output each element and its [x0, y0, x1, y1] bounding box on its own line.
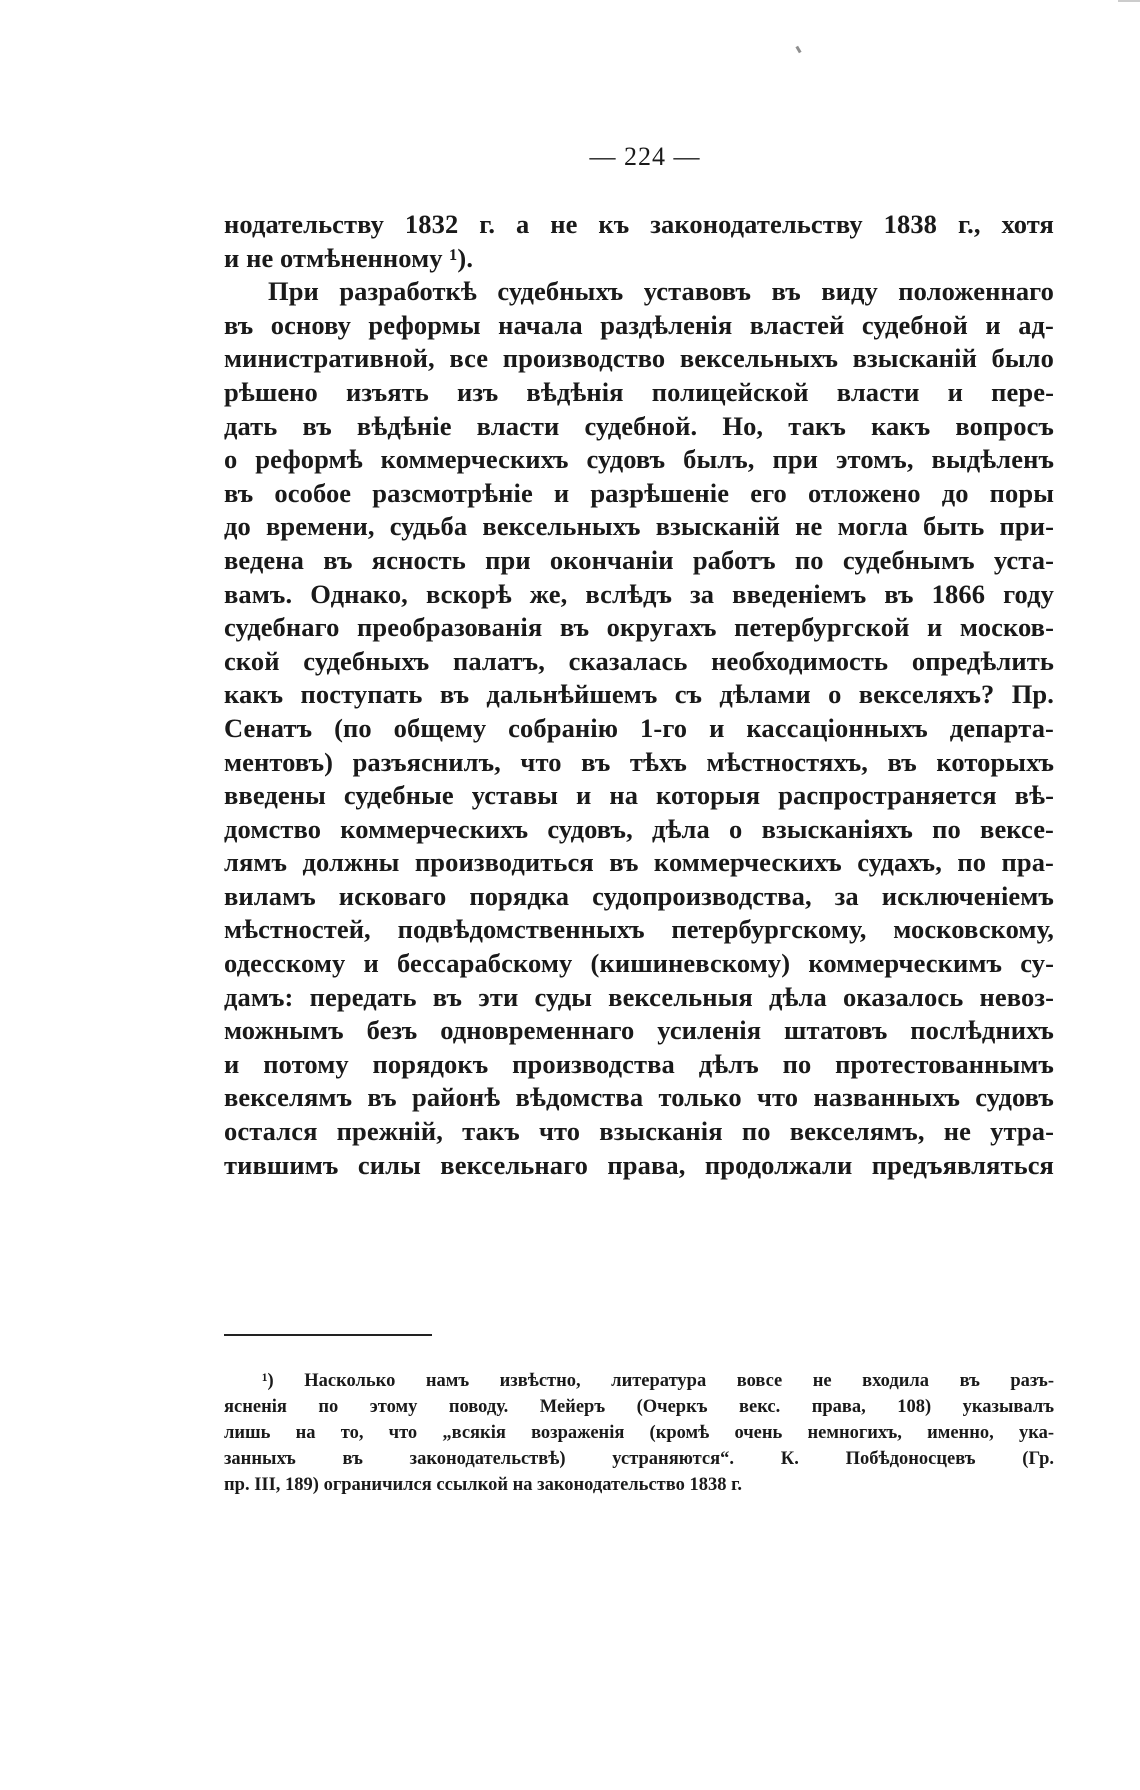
body-line: дать въ вѣдѣніе власти судебной. Но, такъ какъ вопросъ	[224, 410, 1054, 441]
body-line: одесскому и бессарабскому (кишиневскому) коммерческимъ су-	[224, 948, 1054, 979]
body-line: При разработкѣ судебныхъ уставовъ въ виду положеннаго	[268, 276, 1054, 307]
body-line: и потому порядокъ производства дѣлъ по протестованнымъ	[224, 1048, 1054, 1079]
body-line: о реформѣ коммерческихъ судовъ былъ, при этомъ, выдѣленъ	[224, 444, 1054, 475]
body-line: домство коммерческихъ судовъ, дѣла о взысканіяхъ по вексе-	[224, 813, 1054, 844]
footnote-line: ясненія по этому поводу. Мейеръ (Очеркъ векс. права, 108) указывалъ	[224, 1397, 1054, 1417]
body-line: ментовъ) разъяснилъ, что въ тѣхъ мѣстностяхъ, въ которыхъ	[224, 746, 1054, 777]
page-number: — 224 —	[589, 142, 701, 171]
body-line: какъ поступать въ дальнѣйшемъ съ дѣлами о векселяхъ? Пр.	[224, 679, 1054, 710]
body-line: въ особое разсмотрѣніе и разрѣшеніе его отложено до поры	[224, 477, 1054, 508]
body-text	[224, 208, 1054, 1182]
page-edge-mark	[1118, 0, 1140, 10]
body-line: до времени, судьба вексельныхъ взысканій не могла быть при-	[224, 511, 1054, 542]
footnote	[224, 1368, 1054, 1498]
footnote-line: пр. III, 189) ограничился ссылкой на законодательство 1838 г.	[224, 1475, 743, 1495]
body-line: и не отмѣненному ¹).	[224, 242, 474, 273]
print-speck	[795, 46, 801, 54]
body-line: рѣшено изъять изъ вѣдѣнія полицейской власти и пере-	[224, 376, 1054, 407]
footnote-line: ¹) Насколько намъ извѣстно, литература вовсе не входила въ разъ-	[262, 1371, 1054, 1391]
body-line: министративной, все производство вексельныхъ взысканій было	[224, 343, 1054, 374]
footnote-line: лишь на то, что „всякія возраженія (кромѣ очень немногихъ, именно, ука-	[224, 1423, 1054, 1443]
body-line: можнымъ безъ одновременнаго усиленія штатовъ послѣднихъ	[224, 1015, 1054, 1046]
body-line: нодательству 1832 г. а не къ законодательству 1838 г., хотя	[224, 209, 1054, 239]
body-line: судебнаго преобразованія въ округахъ петербургской и москов-	[224, 612, 1054, 643]
body-line: остался прежній, такъ что взысканія по векселямъ, не утра-	[224, 1116, 1054, 1147]
body-line: векселямъ въ районѣ вѣдомства только что названныхъ судовъ	[224, 1082, 1054, 1113]
body-line: тившимъ силы вексельнаго права, продолжали предъявляться	[224, 1149, 1054, 1180]
body-line: ведена въ ясность при окончаніи работъ по судебнымъ уста-	[224, 544, 1054, 575]
body-line: вамъ. Однако, вскорѣ же, вслѣдъ за введеніемъ въ 1866 году	[224, 578, 1054, 609]
body-line: дамъ: передать въ эти суды вексельныя дѣла оказалось невоз-	[224, 981, 1054, 1012]
footnote-line: занныхъ въ законодательствѣ) устраняются“. К. Побѣдоносцевъ (Гр.	[224, 1449, 1054, 1469]
body-line: виламъ исковаго порядка судопроизводства, за исключеніемъ	[224, 880, 1054, 911]
body-line: мѣстностей, подвѣдомственныхъ петербургскому, московскому,	[224, 914, 1054, 945]
footnote-divider	[224, 1334, 432, 1336]
body-line: Сенатъ (по общему собранію 1-го и кассаціонныхъ департа-	[224, 712, 1054, 743]
body-line: въ основу реформы начала раздѣленія властей судебной и ад-	[224, 309, 1054, 340]
body-line: ской судебныхъ палатъ, сказалась необходимость опредѣлить	[224, 645, 1054, 676]
body-line: введены судебные уставы и на которыя распространяется вѣ-	[224, 780, 1054, 811]
body-line: лямъ должны производиться въ коммерческихъ судахъ, по пра-	[224, 847, 1054, 878]
